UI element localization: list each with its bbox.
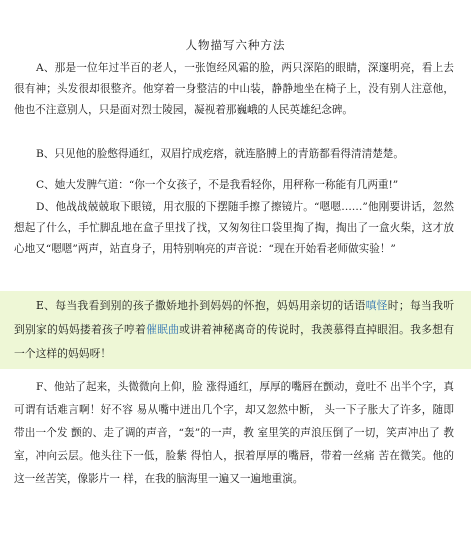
paragraph-e-text-1: E、每当我看到别的孩子撒娇地扑到妈妈的怀抱，妈妈用亲切的话语 xyxy=(36,299,366,312)
paragraph-f: F、他站了起来，头微微向上仰，脸 涨得通红，厚厚的嘴唇在颤动，竟吐不 出半个字，真可谓有话难言啊！好不容 易从嘴中迸出几个字，却又忽然中断， 头一下子胀大了许多，随即带出一个发 颤的、走了调的声音，“轰”的一声，教 室里笑的声浪压倒了一切，笑声冲出了 教室，冲向云层。他头往下一低，脸紫 得怕人，抿着厚厚的嘴唇，带着一丝痛 苦在微笑。他的这一丝苦笑，像影片一 样，在我的脑海里一遍又一遍地重演。 xyxy=(14,381,454,485)
link-chenguai[interactable]: 嗔怪 xyxy=(365,299,388,312)
page-title: 人物描写六种方法 xyxy=(185,38,286,52)
link-cuimianqu[interactable]: 催眠曲 xyxy=(146,323,180,336)
paragraph-c: C、她大发脾气道：“你一个女孩子，不是我看轻你，用秤称一称能有几两重!” xyxy=(36,179,399,191)
paragraph-d: D、他战战兢兢取下眼镜，用衣服的下摆随手擦了擦镜片。“嗯嗯……”他刚要讲话，忽然想起了什么，手忙脚乱地在盒子里找了找，又匆匆往口袋里掏了掏，掏出了一盒火柴，这才放心地又“嗯嗯”两声，站直身子，用特别响亮的声音说：“现在开始看老师做实验！” xyxy=(14,201,454,255)
paragraph-b: B、只见他的脸憋得通红，双眉拧成疙瘩，就连胳膊上的青筋都看得清清楚楚。 xyxy=(36,148,404,160)
paragraph-e-text-3: 或讲着神秘离奇的传说时，我羡慕得直掉眼泪。我多想有一个这样的妈妈呀！ xyxy=(14,323,454,360)
paragraph-e-text-2: 时；每当我听到别家的妈妈搂着孩子哼着 xyxy=(14,299,454,336)
paragraph-e xyxy=(14,294,454,366)
paragraph-a: A、那是一位年过半百的老人，一张饱经风霜的脸，两只深陷的眼睛，深邃明亮，看上去很有神；头发很却很整齐。他穿着一身整洁的中山装，静静地坐在椅子上，没有别人注意他，他也不注意别人，只是面对烈士陵园，凝视着那巍峨的人民英雄纪念碑。 xyxy=(14,62,454,116)
